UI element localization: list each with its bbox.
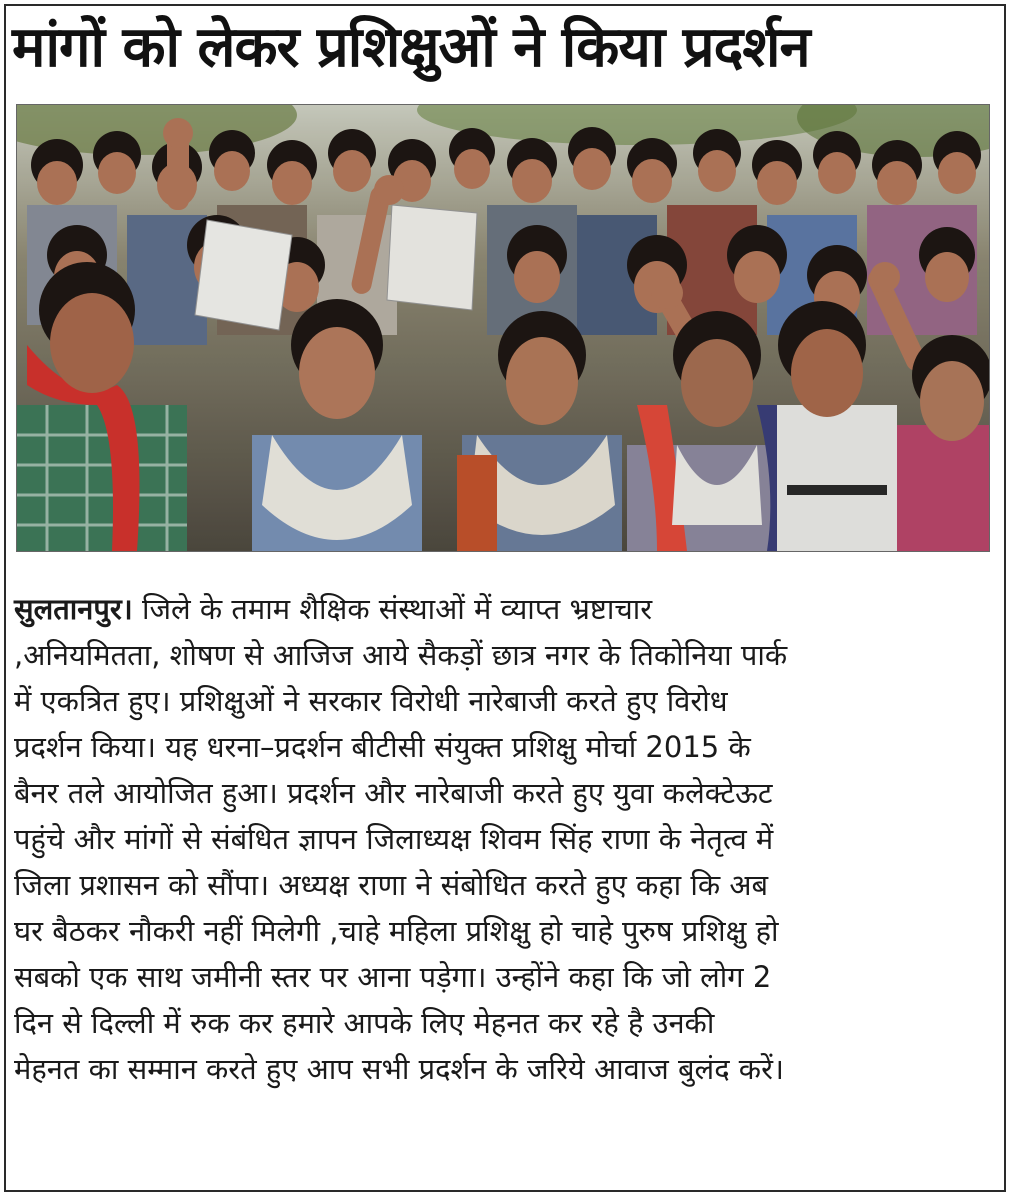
article-line: सबको एक साथ जमीनी स्तर पर आना पड़ेगा। उन्होंने कहा कि जो लोग 2 xyxy=(14,960,772,994)
article-line: सुलतानपुर। जिले के तमाम शैक्षिक संस्थाओं में व्याप्त भ्रष्टाचार xyxy=(14,592,653,626)
article-line: प्रदर्शन किया। यह धरना–प्रदर्शन बीटीसी संयुक्त प्रशिक्षु मोर्चा 2015 के xyxy=(14,730,751,764)
article-line: में एकत्रित हुए। प्रशिक्षुओं ने सरकार विरोधी नारेबाजी करते हुए विरोध xyxy=(14,684,728,718)
article-line: मेहनत का सम्मान करते हुए आप सभी प्रदर्शन के जरिये आवाज बुलंद करें। xyxy=(14,1052,784,1086)
article-line: ,अनियमितता, शोषण से आजिज आये सैकड़ों छात्र नगर के तिकोनिया पार्क xyxy=(14,638,788,672)
dateline: सुलतानपुर। xyxy=(14,592,133,626)
article-headline: मांगों को लेकर प्रशिक्षुओं ने किया प्रदर्शन xyxy=(12,15,810,80)
article-line: दिन से दिल्ली में रुक कर हमारे आपके लिए मेहनत कर रहे है उनकी xyxy=(14,1006,715,1040)
article-line: बैनर तले आयोजित हुआ। प्रदर्शन और नारेबाजी करते हुए युवा कलेक्टेऊट xyxy=(14,776,773,810)
protest-photo xyxy=(16,104,990,552)
article-line: जिला प्रशासन को सौंपा। अध्यक्ष राणा ने संबोधित करते हुए कहा कि अब xyxy=(14,868,769,902)
article-line: पहुंचे और मांगों से संबंधित ज्ञापन जिलाध्यक्ष शिवम सिंह राणा के नेतृत्व में xyxy=(14,822,774,856)
article-line: घर बैठकर नौकरी नहीं मिलेगी ,चाहे महिला प्रशिक्षु हो चाहे पुरुष प्रशिक्षु हो xyxy=(14,914,779,948)
article-body xyxy=(14,586,1004,1092)
